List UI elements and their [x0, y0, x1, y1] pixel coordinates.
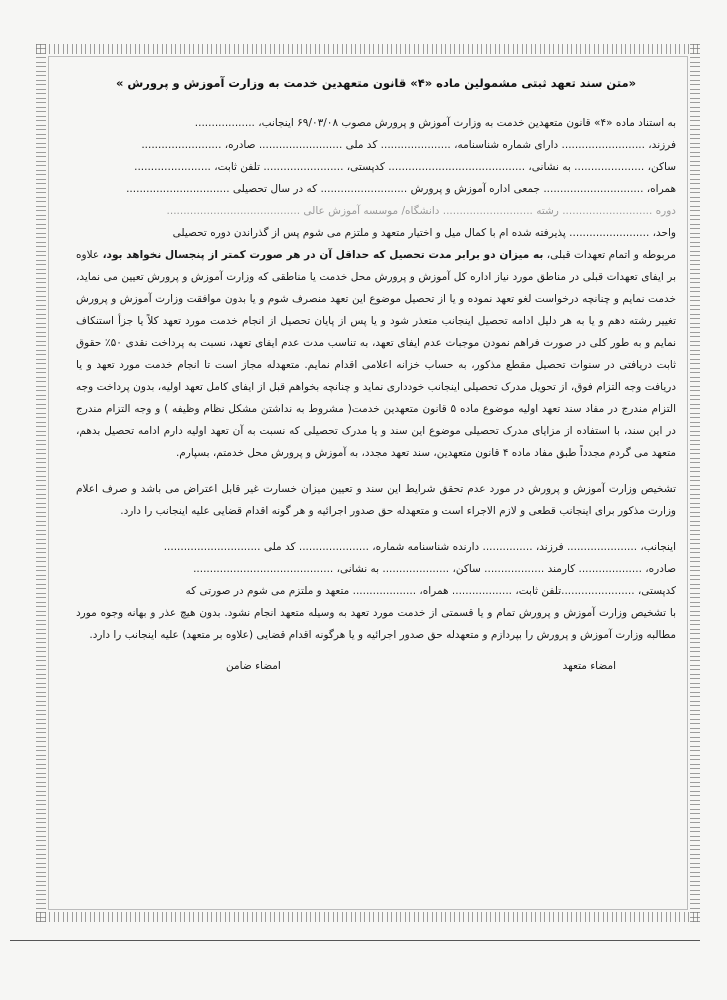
- obligation-text-start: مربوطه و اتمام تعهدات قبلی،: [543, 249, 676, 261]
- header-line-3: ساکن، ..................... به نشانی، ......................................... کدپستی، ........................ تلفن ثابت، .......................: [134, 161, 676, 173]
- obligation-paragraph: [76, 244, 676, 464]
- document-body: [76, 72, 676, 672]
- guarantor-signature-label: امضاء ضامن: [226, 660, 281, 672]
- decorative-border-bottom: [36, 912, 700, 922]
- obligation-duration-bold: به میزان دو برابر مدت تحصیل که حداقل آن در هر صورت کمتر از پنجسال نخواهد بود،: [102, 249, 544, 261]
- document-title: «متن سند تعهد ثبتی مشمولین ماده «۴» قانون متعهدین خدمت به وزارت آموزش و پرورش »: [115, 76, 637, 90]
- guarantor-line-3: کدپستی، ......................تلفن ثابت، .................. همراه، ................... متعهد و ملتزم می شوم در صورتی که: [185, 585, 676, 597]
- decorative-border-left: [36, 44, 46, 922]
- header-line-6: واحد، ........................ پذیرفته شده ام با کمال میل و اختیار متعهد و ملتزم می شوم پس از گذراندن دوره تحصیلی: [172, 227, 676, 239]
- header-line-1: به استناد ماده «۴» قانون متعهدین خدمت به وزارت آموزش و پرورش مصوب ۶۹/۰۳/۰۸ اینجانب، ..................: [194, 117, 676, 129]
- header-line-5: دوره ........................... رشته ........................... دانشگاه/ موسسه آموزش عالی ........................................: [166, 205, 676, 217]
- obligation-text-rest: علاوه بر ایفای تعهدات قبلی در مناطق مورد نیاز اداره کل آموزش و پرورش محل خدمت یا مناطقی که وزارت آموزش و پرورش تعیین می نماید، خدمت نمایم و چنانچه درخواست لغو تعهد نموده و یا از تحصیل موضوع این تعهد منصرف شوم و یا بدون موافقت وزارت آموزش و پرورش تغییر رشته دهم و یا به هر دلیل ادامه تحصیل اینجانب متعذر شود و یا پس از پایان تحصیل از انجام خدمت مورد تعهد کلاً یا جزأ استنکاف نمایم و به طور کلی در صورت فراهم نمودن موجبات عدم ایفای تعهد، به تناسب مدت عدم ایفای تعهد، نسبت به پرداخت نقدی ۵۰٪ حقوق ثابت دریافتی در سنوات تحصیل مقطع مذکور، به حساب خزانه اعلامی اقدام نمایم. متعهدله مجاز است تا انجام خدمت مورد تعهد و یا دریافت وجه التزام فوق، از تحویل مدرک تحصیلی اینجانب خودداری نماید و چنانچه بخواهم قبل از ایفای کامل تعهد اولیه، بدون پرداخت وجه التزام مندرج در مفاد سند تعهد اولیه موضوع ماده ۵ قانون متعهدین خدمت( مشروط به نداشتن مشکل نظام وظیفه ) و وجه التزام مندرج در این سند، با استفاده از مزایای مدرک تحصیلی موضوع این سند و یا مدرک تحصیلی که نسبت به آن تعهد اولیه دارم ادامه تحصیل بدهم، متعهد می گردم مجدداً طبق مفاد ماده ۴ قانون متعهدین، سند تعهد مجدد، به آموزش و پرورش محل خدمتم، بسپارم.: [76, 249, 676, 459]
- signature-row: [76, 646, 676, 672]
- guarantor-line-2: صادره، ................... کارمند .................. ساکن، .................... به نشانی، ..........................................: [193, 563, 676, 575]
- header-line-4: همراه، .............................. جمعی اداره آموزش و پرورش .......................... که در سال تحصیلی ...............................: [126, 183, 676, 195]
- obligor-signature-label: امضاء متعهد: [562, 660, 616, 672]
- header-line-2: فرزند، ......................... دارای شماره شناسنامه، ..................... کد ملی ......................... صادره، ........................: [141, 139, 676, 151]
- decorative-border-right: [690, 44, 700, 922]
- document-frame: [36, 44, 700, 922]
- ministry-determination-paragraph: تشخیص وزارت آموزش و پرورش در مورد عدم تحقق شرایط این سند و تعیین میزان خسارت غیر قابل اعتراض می باشد و صرف اعلام وزارت مذکور برای اینجانب قطعی و لازم الاجراء است و متعهدله حق صدور اجرائیه و هر گونه اقدام قضایی علیه اینجانب را دارد.: [76, 483, 676, 517]
- bottom-rule: [10, 940, 700, 941]
- guarantor-paragraph: با تشخیص وزارت آموزش و پرورش تمام و یا قسمتی از خدمت مورد تعهد به وسیله متعهد انجام نشود. بدون هیچ عذر و بهانه وجوه مورد مطالبه وزارت آموزش و پرورش را بپردازم و متعهدله حق صدور اجرائیه و یا هرگونه اقدام قضایی (علاوه بر متعهد) علیه اینجانب را دارد.: [76, 607, 676, 641]
- decorative-border-top: [36, 44, 700, 54]
- guarantor-line-1: اینجانب، ..................... فرزند، ............... دارنده شناسنامه شماره، ..................... کد ملی .............................: [163, 541, 676, 553]
